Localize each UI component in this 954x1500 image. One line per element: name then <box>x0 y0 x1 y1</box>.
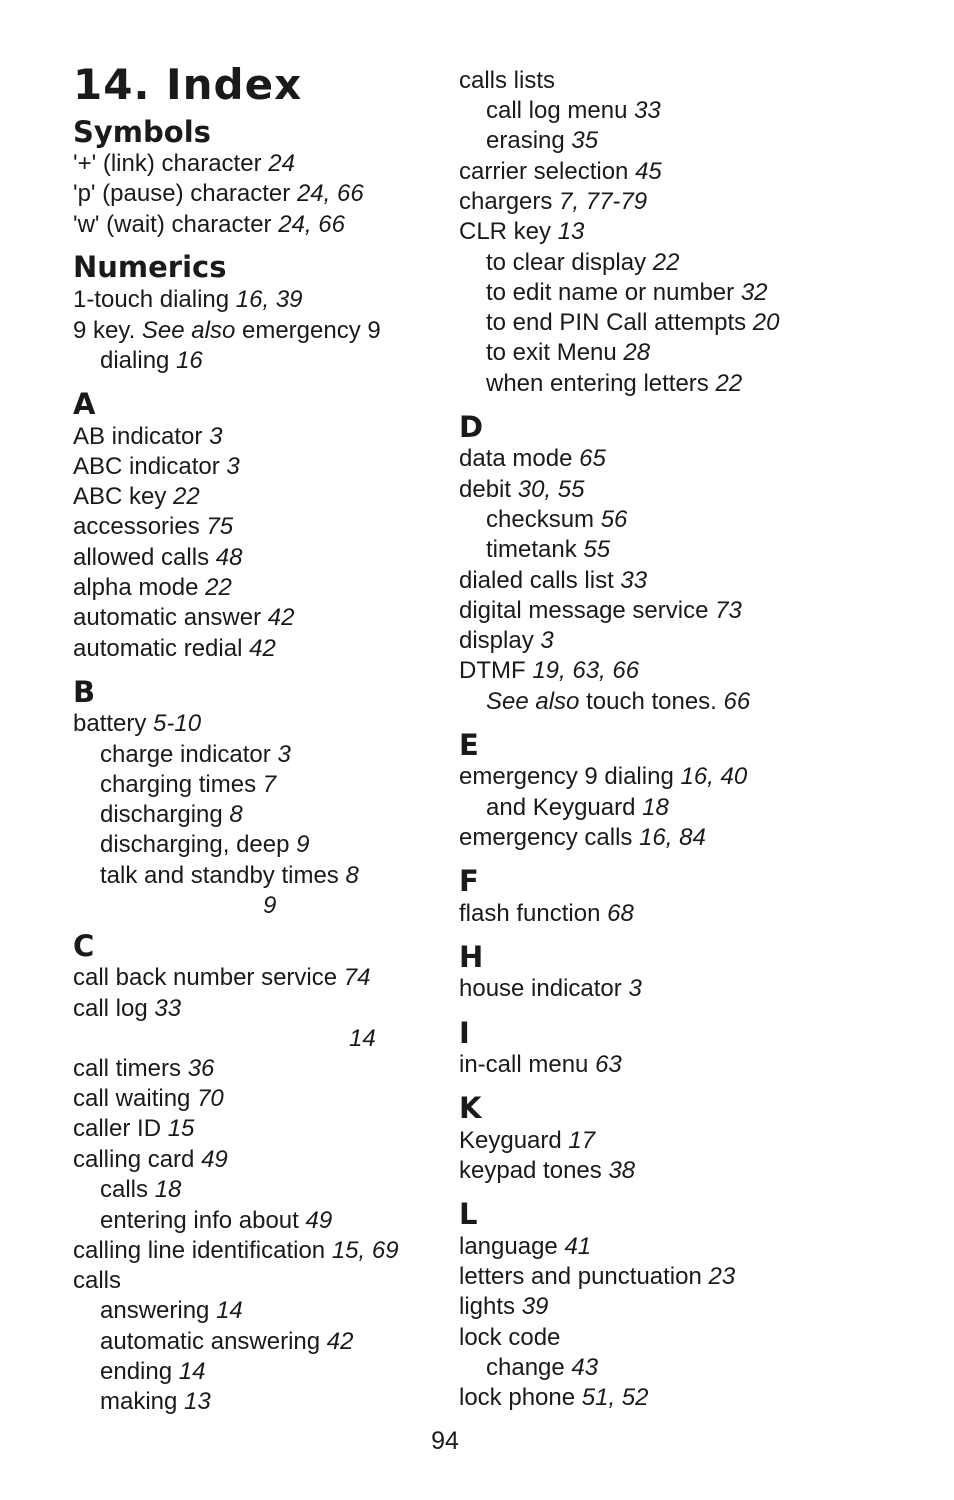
index-entry: dialed calls list 33 <box>459 567 648 594</box>
index-subentry: discharging, deep 9 <box>100 831 310 858</box>
index-entry: emergency calls 16, 84 <box>459 824 706 851</box>
index-subentry: talk and standby times 8 <box>100 862 359 889</box>
section-heading-numerics: Numerics <box>73 250 227 284</box>
index-subentry: ending 14 <box>100 1358 206 1385</box>
page-number: 94 <box>431 1427 459 1455</box>
index-entry: lock phone 51, 52 <box>459 1384 649 1411</box>
index-entry: '+' (link) character 24 <box>73 150 295 177</box>
index-entry: calls lists <box>459 67 556 94</box>
index-entry: AB indicator 3 <box>73 423 223 450</box>
index-entry: 9 key. See also emergency 9 <box>73 317 381 344</box>
index-entry: carrier selection 45 <box>459 158 662 185</box>
index-entry: calls <box>73 1267 122 1294</box>
index-subentry: call log menu 33 <box>486 97 661 124</box>
section-heading-a: A <box>73 387 96 421</box>
page-title: 14. Index <box>73 60 303 109</box>
index-entry: house indicator 3 <box>459 975 642 1002</box>
index-entry: keypad tones 38 <box>459 1157 636 1184</box>
index-entry: lights 39 <box>459 1293 549 1320</box>
index-entry: call back number service 74 <box>73 964 371 991</box>
index-entry: CLR key 13 <box>459 218 585 245</box>
index-subentry: See also touch tones. 66 <box>486 688 751 715</box>
index-subentry: dialing 16 <box>100 347 203 374</box>
index-entry: allowed calls 48 <box>73 544 243 571</box>
index-subentry: to exit Menu 28 <box>486 339 651 366</box>
index-entry: 1-touch dialing 16, 39 <box>73 286 303 313</box>
index-entry: 'p' (pause) character 24, 66 <box>73 180 364 207</box>
index-subentry: charging times 7 <box>100 771 277 798</box>
index-entry: 'w' (wait) character 24, 66 <box>73 211 345 238</box>
section-heading-h: H <box>459 940 484 974</box>
index-entry: ABC indicator 3 <box>73 453 240 480</box>
index-subentry: change 43 <box>486 1354 599 1381</box>
index-subentry: to edit name or number 32 <box>486 279 768 306</box>
section-heading-b: B <box>73 675 96 709</box>
index-subentry: timetank 55 <box>486 536 611 563</box>
section-heading-l: L <box>459 1197 478 1231</box>
index-entry: accessories 75 <box>73 513 234 540</box>
section-heading-i: I <box>459 1016 470 1050</box>
index-entry: Keyguard 17 <box>459 1127 596 1154</box>
index-entry: alpha mode 22 <box>73 574 232 601</box>
section-heading-f: F <box>459 864 479 898</box>
index-entry: lock code <box>459 1324 561 1351</box>
index-entry: emergency 9 dialing 16, 40 <box>459 763 748 790</box>
index-entry: display 3 <box>459 627 554 654</box>
index-page-ref: 9 <box>263 892 277 919</box>
index-subentry: and Keyguard 18 <box>486 794 669 821</box>
index-entry: call timers 36 <box>73 1055 215 1082</box>
index-subentry: automatic answering 42 <box>100 1328 354 1355</box>
index-page-ref: 14 <box>349 1025 376 1052</box>
section-heading-e: E <box>459 728 479 762</box>
index-entry: calling line identification 15, 69 <box>73 1237 399 1264</box>
index-entry: DTMF 19, 63, 66 <box>459 657 640 684</box>
index-subentry: answering 14 <box>100 1297 243 1324</box>
index-subentry: when entering letters 22 <box>486 370 743 397</box>
index-entry: battery 5-10 <box>73 710 202 737</box>
index-entry: chargers 7, 77-79 <box>459 188 648 215</box>
section-heading-k: K <box>459 1091 482 1125</box>
index-entry: ABC key 22 <box>73 483 200 510</box>
index-subentry: erasing 35 <box>486 127 599 154</box>
index-subentry: checksum 56 <box>486 506 628 533</box>
index-entry: automatic redial 42 <box>73 635 276 662</box>
index-entry: letters and punctuation 23 <box>459 1263 736 1290</box>
section-heading-d: D <box>459 410 484 444</box>
index-entry: in-call menu 63 <box>459 1051 622 1078</box>
index-subentry: charge indicator 3 <box>100 741 291 768</box>
index-entry: data mode 65 <box>459 445 606 472</box>
index-entry: debit 30, 55 <box>459 476 585 503</box>
index-entry: call log 33 <box>73 995 182 1022</box>
index-entry: language 41 <box>459 1233 592 1260</box>
index-entry: call waiting 70 <box>73 1085 224 1112</box>
index-subentry: to end PIN Call attempts 20 <box>486 309 780 336</box>
index-entry: caller ID 15 <box>73 1115 195 1142</box>
index-subentry: calls 18 <box>100 1176 182 1203</box>
section-heading-symbols: Symbols <box>73 115 211 149</box>
index-subentry: making 13 <box>100 1388 211 1415</box>
index-subentry: entering info about 49 <box>100 1207 333 1234</box>
index-subentry: to clear display 22 <box>486 249 680 276</box>
index-entry: automatic answer 42 <box>73 604 295 631</box>
index-entry: calling card 49 <box>73 1146 228 1173</box>
section-heading-c: C <box>73 929 95 963</box>
index-subentry: discharging 8 <box>100 801 243 828</box>
index-entry: flash function 68 <box>459 900 634 927</box>
index-entry: digital message service 73 <box>459 597 742 624</box>
